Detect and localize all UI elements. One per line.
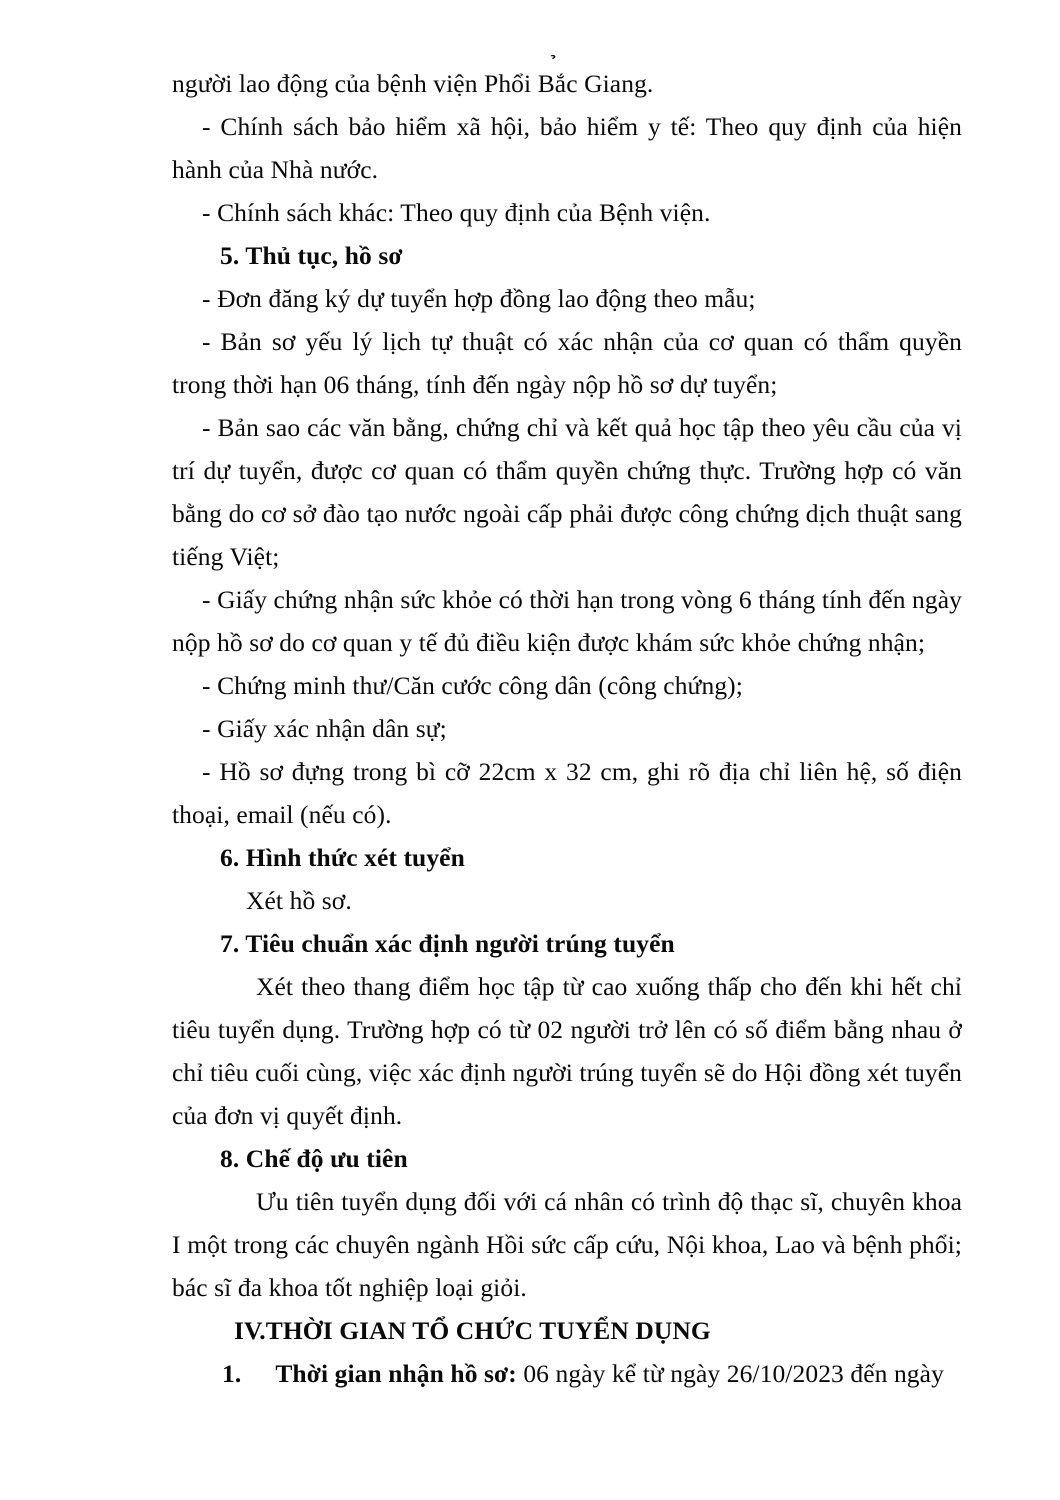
heading-section-5: 5. Thủ tục, hồ sơ bbox=[220, 241, 403, 270]
paragraph-continuation: người lao động của bệnh viện Phổi Bắc Giang. bbox=[172, 69, 654, 98]
numbered-item-1-label: Thời gian nhận hồ sơ: bbox=[275, 1359, 517, 1388]
document-body bbox=[172, 62, 962, 1395]
paragraph-section-7: Xét theo thang điểm học tập từ cao xuống thấp cho đến khi hết chỉ tiêu tuyển dụng. Trường hợp có từ 02 người trở lên có số điểm bằng nhau ở chỉ tiêu cuối cùng, việc xác định người trúng tuyển sẽ do Hội đồng xét tuyển của đơn vị quyết định. bbox=[172, 972, 962, 1130]
list-item-application-form: - Đơn đăng ký dự tuyển hợp đồng lao động theo mẫu; bbox=[202, 284, 756, 313]
list-item-id-card: - Chứng minh thư/Căn cước công dân (công chứng); bbox=[202, 671, 743, 700]
paragraph-section-6: Xét hồ sơ. bbox=[246, 886, 352, 915]
numbered-item-1 bbox=[172, 1352, 962, 1395]
list-item-health-certificate: - Giấy chứng nhận sức khỏe có thời hạn trong vòng 6 tháng tính đến ngày nộp hồ sơ do cơ quan y tế đủ điều kiện được khám sức khỏe chứng nhận; bbox=[172, 585, 962, 657]
list-item-diploma-copies: - Bản sao các văn bằng, chứng chỉ và kết quả học tập theo yêu cầu của vị trí dự tuyển, được cơ quan có thẩm quyền chứng thực. Trường hợp có văn bằng do cơ sở đào tạo nước ngoài cấp phải được công chứng dịch thuật sang tiếng Việt; bbox=[172, 413, 962, 571]
numbered-item-1-text: 06 ngày kể từ ngày 26/10/2023 đến ngày bbox=[516, 1359, 944, 1388]
heading-section-8: 8. Chế độ ưu tiên bbox=[220, 1144, 408, 1173]
paragraph-insurance-policy: - Chính sách bảo hiểm xã hội, bảo hiểm y tế: Theo quy định của hiện hành của Nhà nước. bbox=[172, 112, 962, 184]
list-item-envelope: - Hồ sơ đựng trong bì cỡ 22cm x 32 cm, ghi rõ địa chỉ liên hệ, số điện thoại, email (nếu có). bbox=[172, 757, 962, 829]
paragraph-other-policy: - Chính sách khác: Theo quy định của Bệnh viện. bbox=[202, 198, 711, 227]
list-item-civil-confirmation: - Giấy xác nhận dân sự; bbox=[202, 714, 447, 743]
heading-section-6: 6. Hình thức xét tuyển bbox=[220, 843, 465, 872]
heading-section-iv: IV.THỜI GIAN TỔ CHỨC TUYỂN DỤNG bbox=[234, 1316, 711, 1345]
list-item-curriculum-vitae: - Bản sơ yếu lý lịch tự thuật có xác nhận của cơ quan có thẩm quyền trong thời hạn 06 tháng, tính đến ngày nộp hồ sơ dự tuyển; bbox=[172, 327, 962, 399]
heading-section-7: 7. Tiêu chuẩn xác định người trúng tuyển bbox=[220, 929, 675, 958]
paragraph-section-8: Ưu tiên tuyển dụng đối với cá nhân có trình độ thạc sĩ, chuyên khoa I một trong các chuyên ngành Hồi sức cấp cứu, Nội khoa, Lao và bệnh phổi; bác sĩ đa khoa tốt nghiệp loại giỏi. bbox=[172, 1187, 962, 1302]
numbered-item-1-number: 1. bbox=[222, 1359, 242, 1388]
